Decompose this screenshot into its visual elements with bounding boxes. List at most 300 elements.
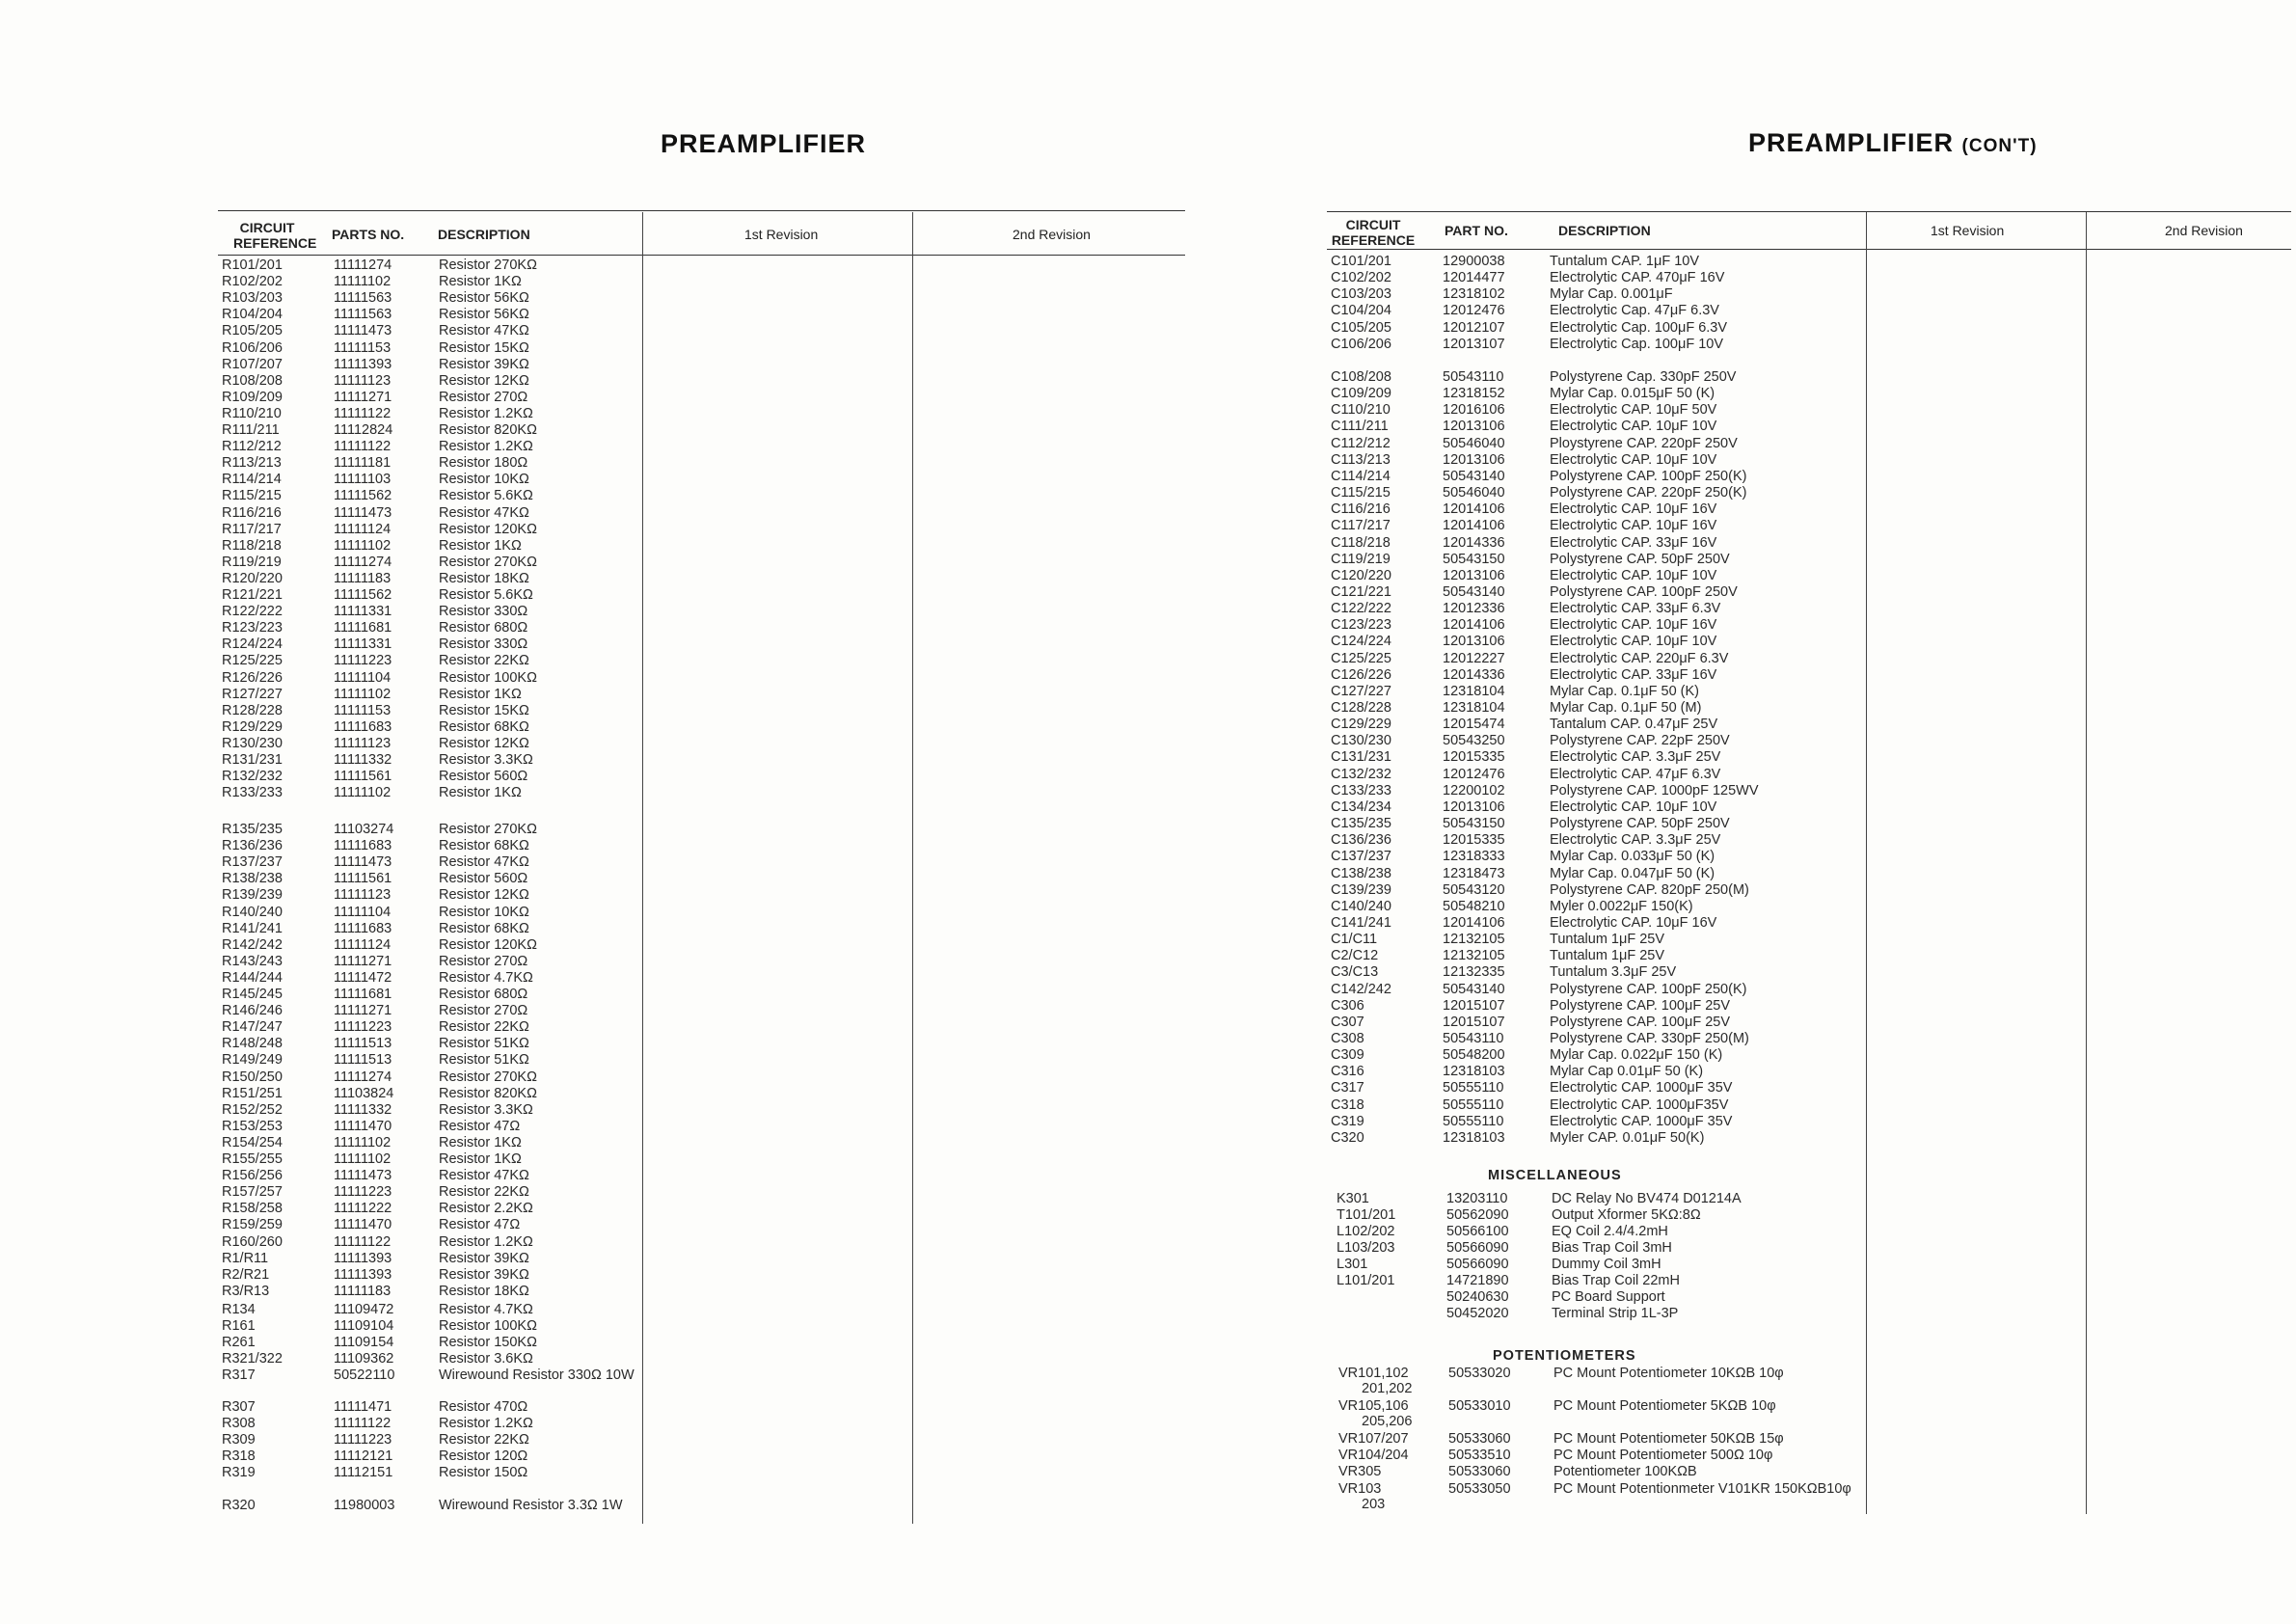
description: Polystyrene CAP. 50pF 250V xyxy=(1550,552,1730,567)
circuit-reference: R137/237 xyxy=(222,854,283,870)
part-number: 11111122 xyxy=(334,406,392,421)
circuit-reference: C308 xyxy=(1331,1031,1364,1046)
part-number: 11111274 xyxy=(334,555,392,570)
circuit-reference: R130/230 xyxy=(222,736,283,751)
description: Resistor 470Ω xyxy=(439,1399,528,1415)
part-number: 50555110 xyxy=(1443,1080,1504,1096)
circuit-reference: C140/240 xyxy=(1331,899,1391,914)
circuit-reference: C105/205 xyxy=(1331,320,1391,336)
part-number: 50533050 xyxy=(1448,1481,1511,1497)
circuit-reference: C115/215 xyxy=(1331,485,1391,501)
circuit-reference: R126/226 xyxy=(222,670,283,686)
part-number: 11111274 xyxy=(334,257,392,273)
description: Resistor 150KΩ xyxy=(439,1335,537,1350)
description: Polystyrene CAP. 50pF 250V xyxy=(1550,816,1730,831)
circuit-reference: R121/221 xyxy=(222,587,283,603)
description: Resistor 10KΩ xyxy=(439,472,529,487)
circuit-reference: L301 xyxy=(1337,1257,1368,1272)
description: Resistor 1KΩ xyxy=(439,687,522,702)
part-number: 11111103 xyxy=(334,472,392,487)
circuit-reference: R118/218 xyxy=(222,538,282,554)
part-number: 12014106 xyxy=(1443,915,1505,931)
description: Resistor 820KΩ xyxy=(439,422,537,438)
description: Electrolytic CAP. 10μF 10V xyxy=(1550,452,1717,468)
circuit-reference: R146/246 xyxy=(222,1003,283,1018)
circuit-reference: R148/248 xyxy=(222,1036,283,1051)
circuit-reference: R319 xyxy=(222,1465,256,1480)
part-number: 50543120 xyxy=(1443,882,1505,898)
part-number: 11111104 xyxy=(334,670,392,686)
circuit-reference: VR101,102 xyxy=(1338,1366,1409,1381)
circuit-reference: R147/247 xyxy=(222,1019,283,1035)
part-number: 11111562 xyxy=(334,587,392,603)
circuit-reference: C124/224 xyxy=(1331,634,1391,649)
description: Resistor 47KΩ xyxy=(439,323,529,338)
part-number: 11112824 xyxy=(334,422,393,438)
description: Resistor 56KΩ xyxy=(439,307,529,322)
part-number: 50543110 xyxy=(1443,1031,1504,1046)
part-number: 11111332 xyxy=(334,1102,392,1118)
right-page xyxy=(1148,0,2296,1624)
part-number: 12012336 xyxy=(1443,601,1505,616)
description: PC Mount Potentiometer 10KΩB 10φ xyxy=(1553,1366,1784,1381)
description: Mylar Cap. 0.001μF xyxy=(1550,286,1673,302)
circuit-reference: R112/212 xyxy=(222,439,282,454)
circuit-reference: L102/202 xyxy=(1337,1224,1395,1239)
description: Resistor 10KΩ xyxy=(439,905,529,920)
part-number: 12013106 xyxy=(1443,452,1505,468)
description: Resistor 1.2KΩ xyxy=(439,1416,533,1431)
description: Resistor 270Ω xyxy=(439,390,528,405)
circuit-reference: 203 xyxy=(1362,1497,1386,1512)
part-number: 14721890 xyxy=(1446,1273,1509,1288)
part-number: 12015107 xyxy=(1443,998,1505,1014)
part-number: 11103274 xyxy=(334,822,394,837)
part-number: 11111274 xyxy=(334,1069,392,1085)
part-number: 12014106 xyxy=(1443,518,1505,533)
part-number: 11111683 xyxy=(334,921,392,936)
description: Resistor 330Ω xyxy=(439,604,528,619)
part-number: 50543140 xyxy=(1443,469,1505,484)
circuit-reference: C119/219 xyxy=(1331,552,1391,567)
part-number: 50533510 xyxy=(1448,1448,1511,1463)
part-number: 11111123 xyxy=(334,373,392,389)
part-number: 11111683 xyxy=(334,719,392,735)
part-number: 11111102 xyxy=(334,785,392,800)
part-number: 50240630 xyxy=(1446,1289,1509,1305)
circuit-reference: R107/207 xyxy=(222,357,283,372)
circuit-reference: R309 xyxy=(222,1432,256,1448)
circuit-reference: C129/229 xyxy=(1331,717,1391,732)
circuit-reference: R142/242 xyxy=(222,937,283,953)
part-number: 12318104 xyxy=(1443,700,1505,716)
circuit-reference: C113/213 xyxy=(1331,452,1391,468)
part-number: 12014336 xyxy=(1443,535,1505,551)
description: Resistor 51KΩ xyxy=(439,1036,529,1051)
description: DC Relay No BV474 D01214A xyxy=(1552,1191,1742,1206)
part-number: 12016106 xyxy=(1443,402,1505,418)
circuit-reference: R127/227 xyxy=(222,687,283,702)
description: Resistor 22KΩ xyxy=(439,1184,529,1200)
description: Polystyrene CAP. 100pF 250(K) xyxy=(1550,469,1747,484)
part-number: 11111473 xyxy=(334,323,392,338)
circuit-reference: R307 xyxy=(222,1399,256,1415)
part-number: 50522110 xyxy=(334,1367,395,1383)
circuit-reference: R103/203 xyxy=(222,290,283,306)
part-number: 50546040 xyxy=(1443,485,1505,501)
part-number: 11111102 xyxy=(334,687,392,702)
circuit-reference: R109/209 xyxy=(222,390,283,405)
description: Tuntalum CAP. 1μF 10V xyxy=(1550,254,1700,269)
circuit-reference: R321/322 xyxy=(222,1351,283,1367)
description: Resistor 4.7KΩ xyxy=(439,970,533,986)
description: Resistor 47KΩ xyxy=(439,505,529,521)
part-number: 50566090 xyxy=(1446,1240,1509,1256)
description: Electrolytic CAP. 10μF 16V xyxy=(1550,617,1717,633)
part-number: 50555110 xyxy=(1443,1097,1504,1113)
description: Electrolytic CAP. 10μF 50V xyxy=(1550,402,1717,418)
circuit-reference: R1/R11 xyxy=(222,1251,269,1266)
circuit-reference: C127/227 xyxy=(1331,684,1391,699)
description: Resistor 1KΩ xyxy=(439,538,522,554)
header-2nd-revision: 2nd Revision xyxy=(2165,223,2243,238)
description: Electrolytic CAP. 33μF 6.3V xyxy=(1550,601,1721,616)
description: Polystyrene CAP. 100μF 25V xyxy=(1550,1015,1731,1030)
circuit-reference: R317 xyxy=(222,1367,256,1383)
circuit-reference: R155/255 xyxy=(222,1151,283,1167)
part-number: 11111102 xyxy=(334,538,392,554)
part-number: 11111563 xyxy=(334,307,392,322)
part-number: 11111124 xyxy=(334,522,392,537)
description: Resistor 39KΩ xyxy=(439,1251,529,1266)
part-number: 12132335 xyxy=(1443,964,1505,980)
description: Mylar Cap. 0.1μF 50 (M) xyxy=(1550,700,1702,716)
circuit-reference: R160/260 xyxy=(222,1234,283,1250)
description: Resistor 100KΩ xyxy=(439,1318,537,1334)
description: Resistor 47Ω xyxy=(439,1217,521,1232)
circuit-reference: C103/203 xyxy=(1331,286,1391,302)
circuit-reference: R158/258 xyxy=(222,1201,283,1216)
description: Resistor 4.7KΩ xyxy=(439,1302,533,1317)
description: Resistor 270Ω xyxy=(439,954,528,969)
description: Mylar Cap 0.01μF 50 (K) xyxy=(1550,1064,1704,1079)
part-number: 11111223 xyxy=(334,653,392,668)
right-page-title xyxy=(1748,128,2038,158)
part-number: 12318333 xyxy=(1443,849,1505,864)
part-number: 11111561 xyxy=(334,871,392,886)
part-number: 50452020 xyxy=(1446,1306,1509,1321)
description: Resistor 1KΩ xyxy=(439,1151,522,1167)
left-page-title: PREAMPLIFIER xyxy=(661,129,867,158)
part-number: 12132105 xyxy=(1443,932,1505,947)
description: Electrolytic CAP. 10μF 10V xyxy=(1550,799,1717,815)
header-circuit-line2: REFERENCE xyxy=(1331,232,1416,248)
part-number: 11111223 xyxy=(334,1019,392,1035)
part-number: 12900038 xyxy=(1443,254,1505,269)
part-number: 11111513 xyxy=(334,1052,392,1068)
circuit-reference: C130/230 xyxy=(1331,733,1391,748)
part-number: 11111683 xyxy=(334,838,392,853)
header-bottom-rule xyxy=(1327,249,2291,250)
right-title-suffix: (CON'T) xyxy=(1961,136,2038,156)
circuit-reference: K301 xyxy=(1337,1191,1369,1206)
part-number: 11111153 xyxy=(334,340,392,356)
circuit-reference: C120/220 xyxy=(1331,568,1391,583)
header-description: DESCRIPTION xyxy=(1558,223,1651,238)
description: Resistor 39KΩ xyxy=(439,357,529,372)
circuit-reference: C123/223 xyxy=(1331,617,1391,633)
potentiometers-heading: POTENTIOMETERS xyxy=(1493,1348,1636,1364)
circuit-reference: C118/218 xyxy=(1331,535,1391,551)
circuit-reference: C102/202 xyxy=(1331,270,1391,285)
description: Resistor 5.6KΩ xyxy=(439,587,533,603)
part-number: 11112121 xyxy=(334,1448,393,1464)
circuit-reference: C139/239 xyxy=(1331,882,1391,898)
part-number: 50533060 xyxy=(1448,1431,1511,1447)
part-number: 50548210 xyxy=(1443,899,1505,914)
part-number: 11111122 xyxy=(334,439,392,454)
part-number: 12200102 xyxy=(1443,783,1505,798)
circuit-reference: C126/226 xyxy=(1331,667,1391,683)
description: Electrolytic Cap. 47μF 6.3V xyxy=(1550,303,1719,318)
circuit-reference: C309 xyxy=(1331,1047,1364,1063)
description: Resistor 1KΩ xyxy=(439,1135,522,1150)
description: Electrolytic CAP. 10μF 16V xyxy=(1550,915,1717,931)
circuit-reference: C117/217 xyxy=(1331,518,1391,533)
description: Electrolytic CAP. 1000μF 35V xyxy=(1550,1080,1733,1096)
part-number: 50543140 xyxy=(1443,982,1505,997)
description: Resistor 18KΩ xyxy=(439,1284,529,1299)
description: Resistor 47KΩ xyxy=(439,1168,529,1183)
description: Resistor 47KΩ xyxy=(439,854,529,870)
part-number: 11111122 xyxy=(334,1416,392,1431)
description: Output Xformer 5KΩ:8Ω xyxy=(1552,1207,1701,1223)
description: Electrolytic CAP. 47μF 6.3V xyxy=(1550,767,1721,782)
description: Electrolytic CAP. 33μF 16V xyxy=(1550,667,1717,683)
circuit-reference: R110/210 xyxy=(222,406,282,421)
part-number: 11111681 xyxy=(334,987,392,1002)
description: Polystyrene CAP. 100pF 250(K) xyxy=(1550,982,1747,997)
part-number: 11112151 xyxy=(334,1465,393,1480)
description: Resistor 270KΩ xyxy=(439,257,537,273)
description: Electrolytic CAP. 470μF 16V xyxy=(1550,270,1725,285)
circuit-reference: C319 xyxy=(1331,1114,1364,1129)
circuit-reference: R154/254 xyxy=(222,1135,283,1150)
circuit-reference: R114/214 xyxy=(222,472,282,487)
circuit-reference: R116/216 xyxy=(222,505,282,521)
description: Resistor 560Ω xyxy=(439,769,528,784)
description: Polystyrene CAP. 220pF 250(K) xyxy=(1550,485,1747,501)
part-number: 11111124 xyxy=(334,937,392,953)
column-rule-2 xyxy=(912,212,913,1524)
description: Resistor 15KΩ xyxy=(439,340,529,356)
part-number: 12318473 xyxy=(1443,866,1505,881)
description: Ploystyrene CAP. 220pF 250V xyxy=(1550,436,1738,451)
part-number: 12013106 xyxy=(1443,419,1505,434)
right-title-main: PREAMPLIFIER xyxy=(1748,128,1955,157)
part-number: 11111271 xyxy=(334,954,392,969)
circuit-reference: R149/249 xyxy=(222,1052,283,1068)
part-number: 11111471 xyxy=(334,1399,392,1415)
part-number: 11109104 xyxy=(334,1318,394,1334)
circuit-reference: C111/211 xyxy=(1331,419,1389,434)
header-description: DESCRIPTION xyxy=(438,227,530,242)
circuit-reference: C132/232 xyxy=(1331,767,1391,782)
part-number: 11111222 xyxy=(334,1201,392,1216)
column-rule-1 xyxy=(642,212,643,1524)
circuit-reference: R320 xyxy=(222,1498,256,1513)
circuit-reference: R102/202 xyxy=(222,274,283,289)
circuit-reference: C101/201 xyxy=(1331,254,1391,269)
circuit-reference: R153/253 xyxy=(222,1119,283,1134)
description: Electrolytic CAP. 10μF 10V xyxy=(1550,419,1717,434)
circuit-reference: 205,206 xyxy=(1362,1414,1413,1429)
circuit-reference: C316 xyxy=(1331,1064,1364,1079)
circuit-reference: R106/206 xyxy=(222,340,283,356)
circuit-reference: R136/236 xyxy=(222,838,283,853)
description: Resistor 5.6KΩ xyxy=(439,488,533,503)
part-number: 11111183 xyxy=(334,571,392,586)
description: Resistor 68KΩ xyxy=(439,921,529,936)
description: Dummy Coil 3mH xyxy=(1552,1257,1661,1272)
circuit-reference: C318 xyxy=(1331,1097,1364,1113)
circuit-reference: R119/219 xyxy=(222,555,282,570)
circuit-reference: R318 xyxy=(222,1448,256,1464)
circuit-reference: R122/222 xyxy=(222,604,283,619)
circuit-reference: R101/201 xyxy=(222,257,283,273)
part-number: 12014106 xyxy=(1443,501,1505,517)
circuit-reference: VR104/204 xyxy=(1338,1448,1409,1463)
circuit-reference: R131/231 xyxy=(222,752,283,768)
part-number: 11103824 xyxy=(334,1086,394,1101)
circuit-reference: R128/228 xyxy=(222,703,283,718)
description: Electrolytic Cap. 100μF 10V xyxy=(1550,337,1724,352)
circuit-reference: R123/223 xyxy=(222,620,283,636)
circuit-reference: C114/214 xyxy=(1331,469,1391,484)
circuit-reference: C131/231 xyxy=(1331,749,1391,765)
description: Resistor 51KΩ xyxy=(439,1052,529,1068)
header-1st-revision: 1st Revision xyxy=(1931,223,2005,238)
description: Polystyrene CAP. 22pF 250V xyxy=(1550,733,1730,748)
circuit-reference: C137/237 xyxy=(1331,849,1391,864)
part-number: 12013106 xyxy=(1443,634,1505,649)
part-number: 11111513 xyxy=(334,1036,392,1051)
description: Resistor 56KΩ xyxy=(439,290,529,306)
description: PC Mount Potentiometer 50KΩB 15φ xyxy=(1553,1431,1784,1447)
circuit-reference: C317 xyxy=(1331,1080,1364,1096)
circuit-reference: R159/259 xyxy=(222,1217,283,1232)
part-number: 11111123 xyxy=(334,887,392,903)
description: Polystyrene CAP. 100pF 250V xyxy=(1550,584,1738,600)
circuit-reference: R113/213 xyxy=(222,455,282,471)
description: Terminal Strip 1L-3P xyxy=(1552,1306,1679,1321)
part-number: 12013106 xyxy=(1443,799,1505,815)
header-2nd-revision: 2nd Revision xyxy=(1013,227,1091,242)
part-number: 50562090 xyxy=(1446,1207,1509,1223)
description: Polystyrene CAP. 1000pF 125WV xyxy=(1550,783,1759,798)
part-number: 12015335 xyxy=(1443,749,1505,765)
part-number: 50566090 xyxy=(1446,1257,1509,1272)
description: Potentiometer 100KΩB xyxy=(1553,1464,1697,1479)
part-number: 11111223 xyxy=(334,1184,392,1200)
circuit-reference: C142/242 xyxy=(1331,982,1391,997)
circuit-reference: R161 xyxy=(222,1318,256,1334)
part-number: 13203110 xyxy=(1446,1191,1508,1206)
circuit-reference: C136/236 xyxy=(1331,832,1391,848)
part-number: 11111181 xyxy=(334,455,392,471)
description: Resistor 270KΩ xyxy=(439,822,537,837)
description: Electrolytic CAP. 3.3μF 25V xyxy=(1550,832,1721,848)
circuit-reference: R105/205 xyxy=(222,323,283,338)
part-number: 50555110 xyxy=(1443,1114,1504,1129)
description: Tuntalum 1μF 25V xyxy=(1550,948,1665,963)
column-rule-1 xyxy=(1866,212,1867,1514)
part-number: 11111332 xyxy=(334,752,392,768)
circuit-reference: VR103 xyxy=(1338,1481,1382,1497)
header-circuit-line2: REFERENCE xyxy=(233,235,317,251)
description: Resistor 1.2KΩ xyxy=(439,406,533,421)
description: Resistor 680Ω xyxy=(439,987,528,1002)
description: PC Mount Potentionmeter V101KR 150KΩB10φ xyxy=(1553,1481,1851,1497)
description: Myler CAP. 0.01μF 50(K) xyxy=(1550,1130,1705,1146)
part-number: 50543150 xyxy=(1443,552,1505,567)
description: Mylar Cap. 0.1μF 50 (K) xyxy=(1550,684,1700,699)
part-number: 50543140 xyxy=(1443,584,1505,600)
part-number: 11111561 xyxy=(334,769,392,784)
description: Resistor 2.2KΩ xyxy=(439,1201,533,1216)
description: Resistor 22KΩ xyxy=(439,1432,529,1448)
description: Electrolytic CAP. 1000μF 35V xyxy=(1550,1114,1733,1129)
description: Wirewound Resistor 3.3Ω 1W xyxy=(439,1498,623,1513)
circuit-reference: R139/239 xyxy=(222,887,283,903)
description: Myler 0.0022μF 150(K) xyxy=(1550,899,1693,914)
header-circuit xyxy=(233,220,317,251)
circuit-reference: R129/229 xyxy=(222,719,283,735)
circuit-reference: R152/252 xyxy=(222,1102,283,1118)
circuit-reference: C128/228 xyxy=(1331,700,1391,716)
circuit-reference: C110/210 xyxy=(1331,402,1391,418)
header-circuit-line1: CIRCUIT xyxy=(1345,217,1401,232)
description: Resistor 100KΩ xyxy=(439,670,537,686)
circuit-reference: C133/233 xyxy=(1331,783,1391,798)
circuit-reference: VR105,106 xyxy=(1338,1398,1409,1414)
part-number: 11111393 xyxy=(334,1267,392,1283)
header-bottom-rule xyxy=(218,255,1185,256)
description: Resistor 270Ω xyxy=(439,1003,528,1018)
part-number: 50533020 xyxy=(1448,1366,1511,1381)
part-number: 11111223 xyxy=(334,1432,392,1448)
circuit-reference: R150/250 xyxy=(222,1069,283,1085)
circuit-reference: T101/201 xyxy=(1337,1207,1396,1223)
description: Resistor 270KΩ xyxy=(439,555,537,570)
description: Electrolytic CAP. 220μF 6.3V xyxy=(1550,651,1729,666)
circuit-reference: C141/241 xyxy=(1331,915,1391,931)
circuit-reference: C116/216 xyxy=(1331,501,1391,517)
description: Resistor 1KΩ xyxy=(439,274,522,289)
description: Electrolytic CAP. 3.3μF 25V xyxy=(1550,749,1721,765)
description: Resistor 12KΩ xyxy=(439,887,529,903)
header-top-rule xyxy=(218,210,1185,211)
description: Tuntalum 3.3μF 25V xyxy=(1550,964,1677,980)
description: Electrolytic CAP. 10μF 10V xyxy=(1550,568,1717,583)
part-number: 50546040 xyxy=(1443,436,1505,451)
description: Electrolytic CAP. 10μF 16V xyxy=(1550,518,1717,533)
description: Tuntalum 1μF 25V xyxy=(1550,932,1665,947)
circuit-reference: R143/243 xyxy=(222,954,283,969)
description: Resistor 680Ω xyxy=(439,620,528,636)
description: PC Mount Potentiometer 500Ω 10φ xyxy=(1553,1448,1773,1463)
circuit-reference: C104/204 xyxy=(1331,303,1391,318)
